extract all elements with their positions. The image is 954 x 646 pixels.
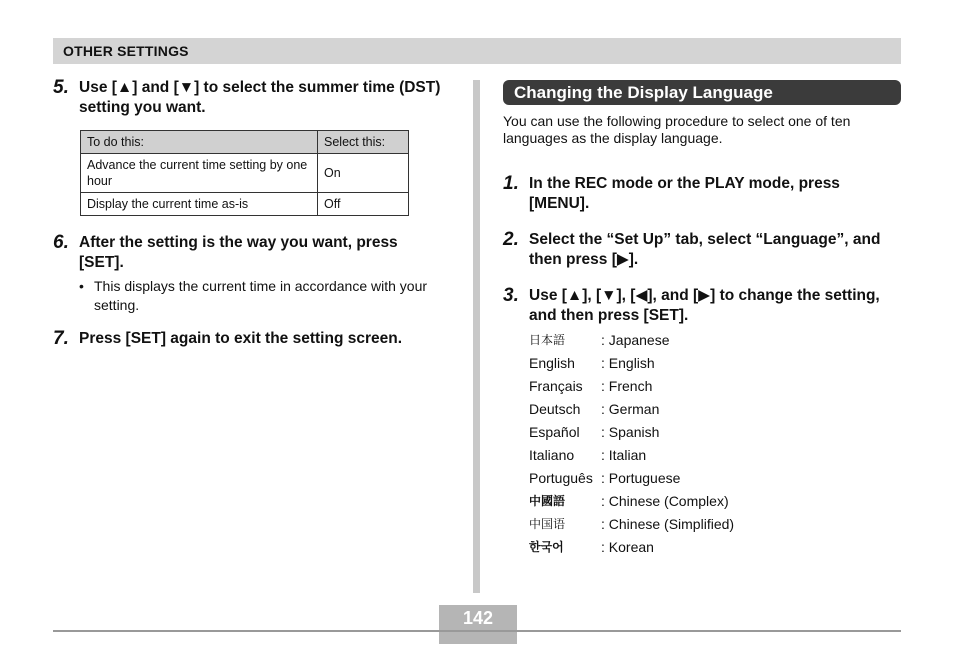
language-item [529, 515, 734, 533]
step-2 [503, 230, 893, 270]
step-3-number: 3. [503, 285, 519, 306]
page-number-text: 142 [462, 608, 494, 628]
language-item [529, 377, 652, 395]
section-header-label: OTHER SETTINGS [63, 43, 189, 59]
step-1-number: 1. [503, 173, 519, 194]
language-native: Español [529, 424, 580, 440]
step-5 [53, 78, 443, 118]
step-5-text: Use [▲] and [▼] to select the summer time (DST) setting you want. [79, 79, 441, 116]
language-native: 中國語 [529, 494, 566, 508]
step-7-number: 7. [53, 328, 69, 349]
language-english: : Chinese (Simplified) [601, 516, 735, 532]
table-cell: Advance the current time setting by one hour [81, 154, 318, 193]
page-number [439, 605, 517, 631]
step-7 [53, 329, 453, 349]
table-row [81, 154, 409, 193]
language-item [529, 400, 659, 418]
step-6-text: After the setting is the way you want, press [SET]. [79, 234, 398, 271]
step-5-number: 5. [53, 77, 69, 98]
intro-paragraph: You can use the following procedure to select one of ten languages as the display language. [503, 113, 851, 146]
language-english: : Japanese [601, 332, 670, 348]
section-header [53, 38, 901, 64]
language-english: : Portuguese [601, 470, 681, 486]
language-item [529, 469, 680, 487]
column-divider [473, 80, 480, 593]
language-native: Deutsch [529, 401, 581, 417]
step-2-text: Select the “Set Up” tab, select “Language”, and then press [▶]. [529, 231, 881, 268]
table-header-row [81, 131, 409, 154]
bullet-dot: • [79, 278, 84, 294]
language-native: English [529, 355, 575, 371]
language-native: Français [529, 378, 583, 394]
table-cell: On [318, 154, 409, 193]
language-item [529, 423, 659, 441]
language-item [529, 492, 729, 510]
language-item [529, 354, 655, 372]
step-1 [503, 174, 893, 214]
language-native: Italiano [529, 447, 575, 463]
step-7-text: Press [SET] again to exit the setting screen. [79, 330, 403, 347]
table-row [81, 193, 409, 216]
step-3-text: Use [▲], [▼], [◀], and [▶] to change the setting, and then press [SET]. [529, 287, 880, 324]
step-6-bullet-text: This displays the current time in accordance with your setting. [94, 278, 428, 313]
section-title [503, 80, 901, 105]
step-3 [503, 286, 893, 326]
language-native: Português [529, 470, 593, 486]
table-header-cell: Select this: [318, 131, 409, 154]
step-6-bullet [79, 277, 429, 315]
language-native: 한국어 [529, 540, 564, 554]
language-item [529, 538, 654, 556]
step-2-number: 2. [503, 229, 519, 250]
language-english: : Spanish [601, 424, 660, 440]
section-title-text: Changing the Display Language [514, 83, 773, 102]
step-1-text: In the REC mode or the PLAY mode, press [MENU]. [529, 175, 840, 212]
language-english: : English [601, 355, 655, 371]
table-cell: Display the current time as-is [81, 193, 318, 216]
step-6 [53, 233, 443, 273]
dst-settings-table [80, 130, 409, 216]
language-english: : German [601, 401, 660, 417]
table-cell: Off [318, 193, 409, 216]
language-item [529, 446, 646, 464]
language-english: : Chinese (Complex) [601, 493, 729, 509]
table-header-cell: To do this: [81, 131, 318, 154]
language-item [529, 331, 670, 349]
language-english: : Korean [601, 539, 654, 555]
language-english: : French [601, 378, 653, 394]
language-english: : Italian [601, 447, 647, 463]
language-native: 日本語 [529, 333, 566, 347]
language-native: 中国语 [529, 517, 566, 531]
step-6-number: 6. [53, 232, 69, 253]
page-number-tab [439, 632, 517, 644]
